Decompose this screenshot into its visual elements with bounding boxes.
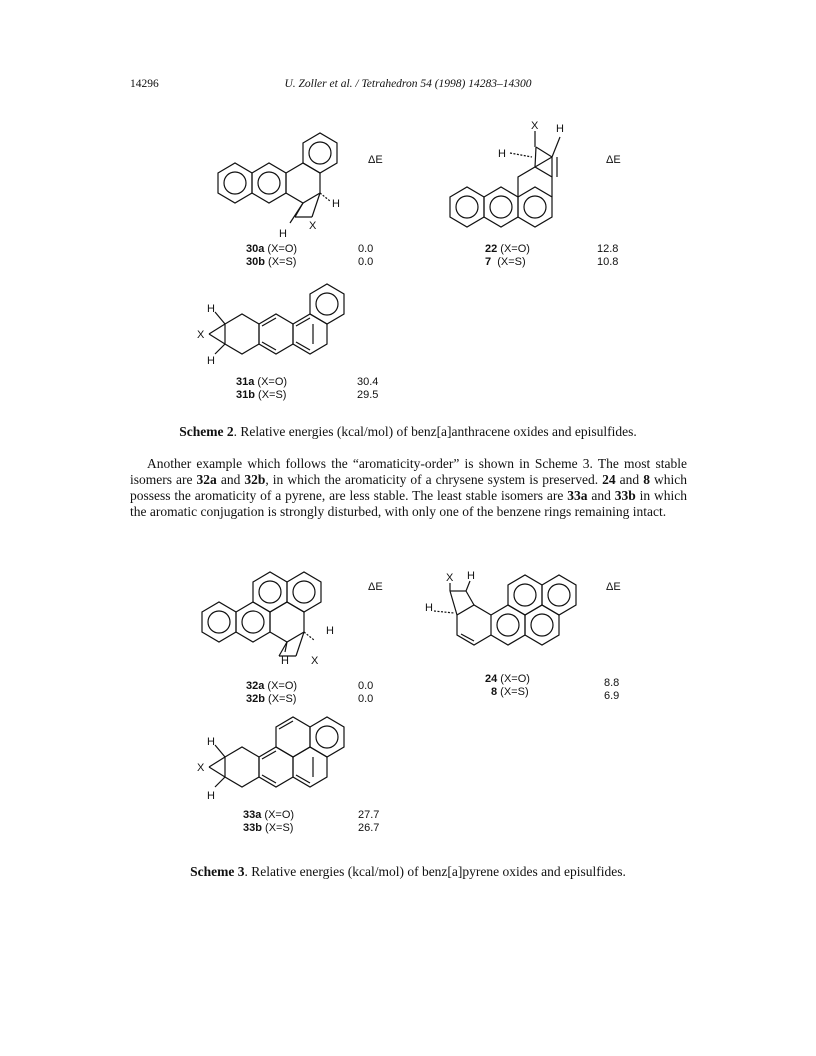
compound-label-7: 7 (X=S) bbox=[485, 256, 526, 268]
energy-31b: 29.5 bbox=[357, 389, 379, 401]
compound-label-33b: 33b (X=S) bbox=[243, 822, 294, 834]
atom-h-label: H bbox=[281, 655, 289, 667]
delta-e-header: ΔE bbox=[606, 581, 621, 593]
energy-8: 6.9 bbox=[604, 690, 620, 702]
structure-32 bbox=[190, 560, 365, 675]
energy-30a: 0.0 bbox=[358, 243, 374, 255]
atom-x-label: X bbox=[531, 120, 539, 132]
atom-x-label: X bbox=[311, 655, 319, 667]
running-header-citation: U. Zoller et al. / Tetrahedron 54 (1998) 14283–14300 bbox=[284, 78, 532, 90]
atom-x-label: X bbox=[197, 329, 205, 341]
structure-31 bbox=[195, 282, 365, 372]
delta-e-header: ΔE bbox=[368, 154, 383, 166]
energy-7: 10.8 bbox=[597, 256, 619, 268]
atom-h-label: H bbox=[207, 790, 215, 802]
compound-label-8: 8 (X=S) bbox=[491, 686, 529, 698]
delta-e-header: ΔE bbox=[606, 154, 621, 166]
atom-x-label: X bbox=[309, 220, 317, 232]
atom-h-label: H bbox=[279, 228, 287, 240]
compound-label-31a: 31a (X=O) bbox=[236, 376, 288, 388]
scheme-3-caption: Scheme 3. Relative energies (kcal/mol) of benz[a]pyrene oxides and episulfides. bbox=[190, 864, 626, 879]
atom-h-label: H bbox=[207, 736, 215, 748]
energy-24: 8.8 bbox=[604, 677, 620, 689]
page-number: 14296 bbox=[130, 78, 159, 90]
compound-label-31b: 31b (X=S) bbox=[236, 389, 287, 401]
atom-h-label: H bbox=[207, 303, 215, 315]
compound-label-24: 24 (X=O) bbox=[485, 673, 530, 685]
compound-label-30b: 30b (X=S) bbox=[246, 256, 297, 268]
atom-h-label: H bbox=[326, 625, 334, 637]
atom-h-label: H bbox=[425, 602, 433, 614]
atom-h-label: H bbox=[498, 148, 506, 160]
energy-22: 12.8 bbox=[597, 243, 619, 255]
atom-h-label: H bbox=[467, 570, 475, 582]
body-paragraph: Another example which follows the “aromaticity-order” is shown in Scheme 3. The most stable isomers are 32a and 32b, in which the aromaticity of a chrysene system is preserved. 24 and 8 which possess the aromaticity of a pyrene, are less stable. The least stable isomers are 33a and 33b in which the aromatic conjugation is strongly disturbed, with only one of the benzene rings remaining intact. bbox=[130, 456, 688, 519]
scheme-2-caption: Scheme 2. Relative energies (kcal/mol) of benz[a]anthracene oxides and episulfides. bbox=[179, 424, 637, 439]
structure-30 bbox=[190, 125, 365, 240]
delta-e-header: ΔE bbox=[368, 581, 383, 593]
compound-label-32b: 32b (X=S) bbox=[246, 693, 297, 705]
compound-label-32a: 32a (X=O) bbox=[246, 680, 298, 692]
structure-33 bbox=[195, 715, 370, 807]
energy-32b: 0.0 bbox=[358, 693, 374, 705]
energy-33b: 26.7 bbox=[358, 822, 380, 834]
atom-h-label: H bbox=[207, 355, 215, 367]
atom-h-label: H bbox=[332, 198, 340, 210]
structure-22 bbox=[440, 115, 590, 240]
energy-32a: 0.0 bbox=[358, 680, 374, 692]
energy-33a: 27.7 bbox=[358, 809, 380, 821]
atom-x-label: X bbox=[197, 762, 205, 774]
compound-label-30a: 30a (X=O) bbox=[246, 243, 298, 255]
compound-label-22: 22 (X=O) bbox=[485, 243, 530, 255]
energy-30b: 0.0 bbox=[358, 256, 374, 268]
atom-h-label: H bbox=[556, 123, 564, 135]
atom-x-label: X bbox=[446, 572, 454, 584]
structure-24 bbox=[420, 565, 595, 665]
energy-31a: 30.4 bbox=[357, 376, 379, 388]
compound-label-33a: 33a (X=O) bbox=[243, 809, 295, 821]
